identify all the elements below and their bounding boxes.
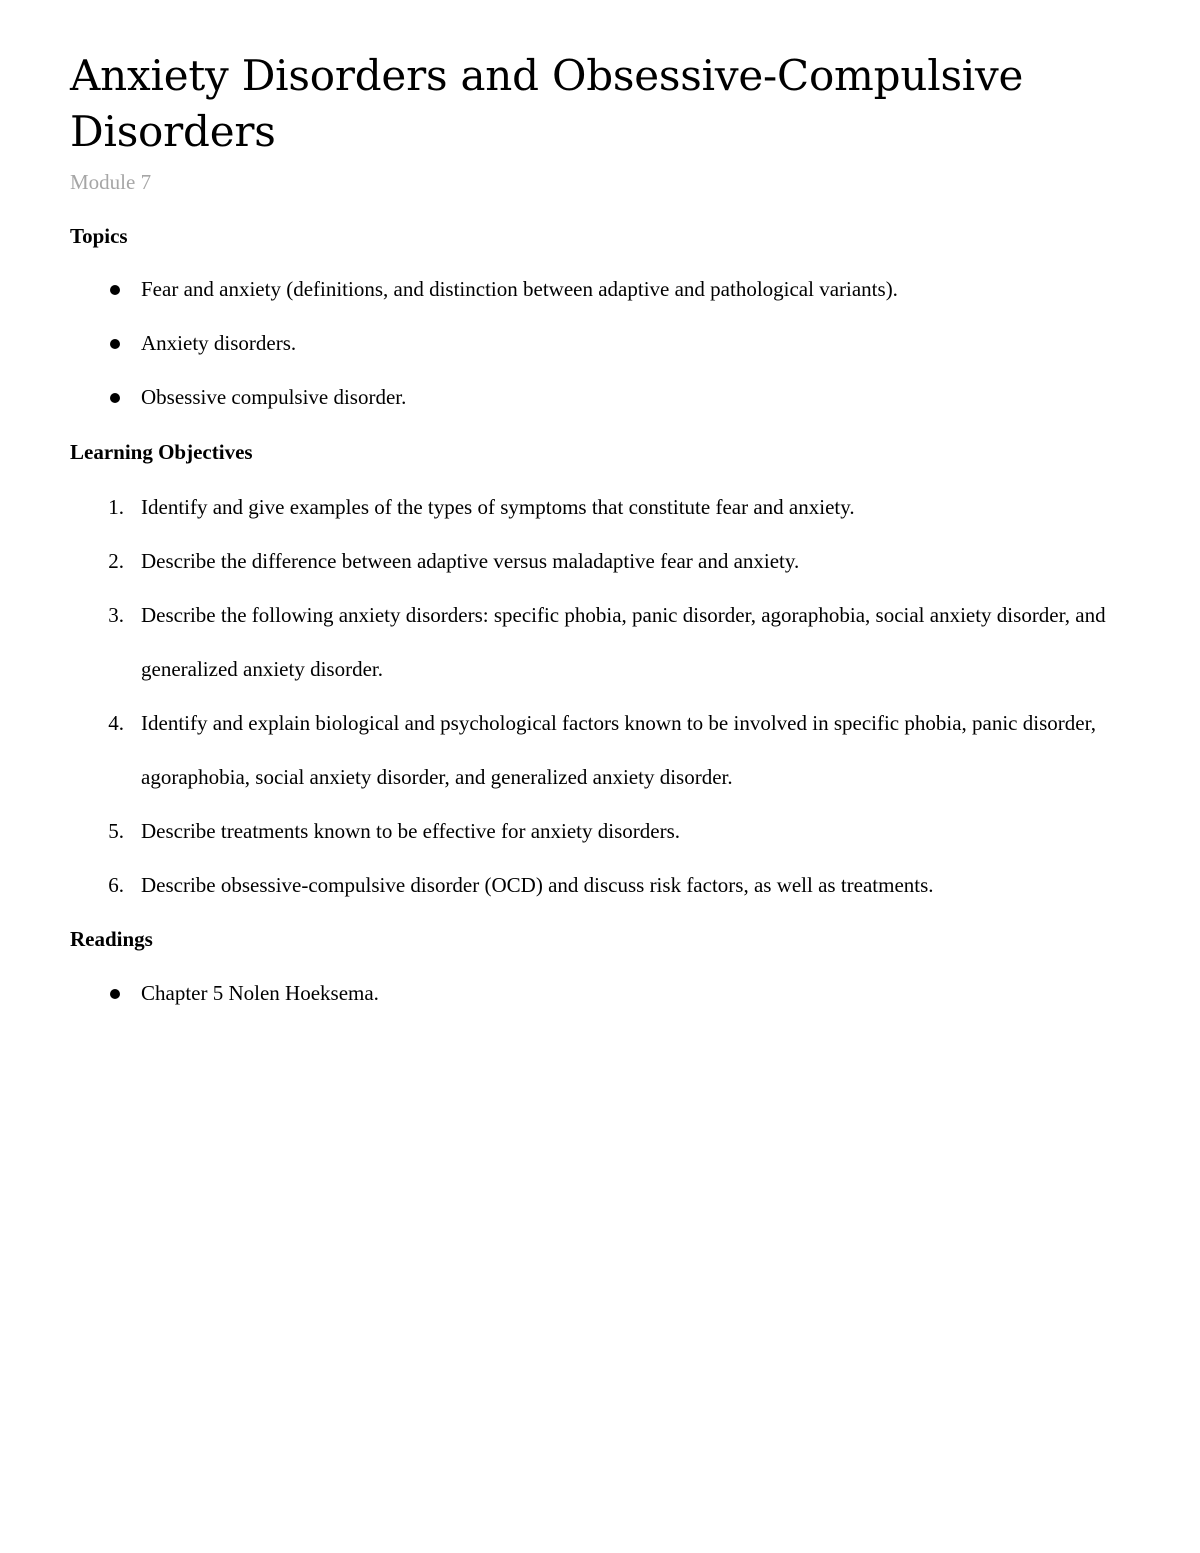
readings-heading: Readings bbox=[70, 927, 153, 951]
topic-item-text: Anxiety disorders. bbox=[141, 331, 297, 355]
objectives-heading: Learning Objectives bbox=[70, 440, 253, 464]
objective-number: 6. bbox=[108, 873, 124, 897]
objective-text: Describe obsessive-compulsive disorder (OCD) and discuss risk factors, as well as treatments. bbox=[141, 873, 934, 897]
objective-number: 2. bbox=[108, 549, 124, 573]
objective-text: Describe the difference between adaptive versus maladaptive fear and anxiety. bbox=[141, 549, 800, 573]
objective-text: Describe the following anxiety disorders: specific phobia, panic disorder, agoraphobia, social anxiety disorder, and generalized anxiety disorder. bbox=[141, 603, 1106, 681]
reading-item-text: Chapter 5 Nolen Hoeksema. bbox=[141, 981, 379, 1005]
objective-text: Identify and explain biological and psychological factors known to be involved in specific phobia, panic disorder, agoraphobia, social anxiety disorder, and generalized anxiety disorder. bbox=[141, 711, 1096, 789]
bullet-icon bbox=[110, 989, 120, 999]
bullet-icon bbox=[110, 285, 120, 295]
page-title: Anxiety Disorders and Obsessive-Compulsive Disorders bbox=[70, 51, 1024, 156]
objective-number: 3. bbox=[108, 603, 124, 627]
bullet-icon bbox=[110, 393, 120, 403]
objective-number: 4. bbox=[108, 711, 124, 735]
objective-text: Identify and give examples of the types of symptoms that constitute fear and anxiety. bbox=[141, 495, 855, 519]
objective-item bbox=[0, 534, 1200, 588]
objective-number: 1. bbox=[108, 495, 124, 519]
topic-item bbox=[0, 262, 1200, 316]
topics-list bbox=[0, 262, 1200, 424]
topic-item-text: Fear and anxiety (definitions, and distinction between adaptive and pathological variants). bbox=[141, 277, 898, 301]
topic-item bbox=[0, 370, 1200, 424]
objective-item bbox=[0, 480, 1200, 534]
objective-text: Describe treatments known to be effective for anxiety disorders. bbox=[141, 819, 681, 843]
reading-item bbox=[0, 966, 1200, 1020]
objective-item bbox=[0, 858, 1200, 912]
page-subtitle: Module 7 bbox=[70, 170, 152, 194]
readings-list bbox=[0, 966, 1200, 1020]
objectives-list bbox=[0, 480, 1200, 912]
topics-heading: Topics bbox=[70, 224, 128, 248]
topic-item-text: Obsessive compulsive disorder. bbox=[141, 385, 407, 409]
objective-item bbox=[0, 804, 1200, 858]
objective-number: 5. bbox=[108, 819, 124, 843]
topic-item bbox=[0, 316, 1200, 370]
bullet-icon bbox=[110, 339, 120, 349]
objective-item bbox=[0, 696, 1200, 804]
objective-item bbox=[0, 588, 1200, 696]
